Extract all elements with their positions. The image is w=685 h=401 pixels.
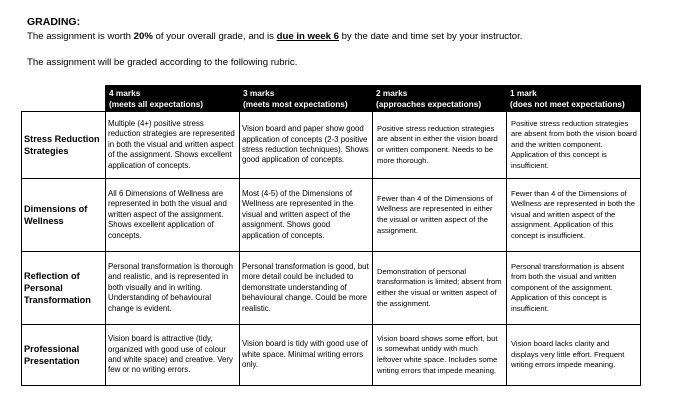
rubric-row-stress <box>22 112 641 179</box>
criterion-label: Dimensions of Wellness <box>22 179 106 252</box>
rubric-header-row <box>22 86 641 112</box>
rubric-cell: Vision board is tidy with good use of white space. Minimal writing errors only. <box>240 325 373 386</box>
rubric-header-1 <box>507 86 641 112</box>
rubric-header-4 <box>106 86 240 112</box>
intro-percent: 20% <box>133 31 153 42</box>
rubric-cell: Vision board lacks clarity and displays very little effort. Frequent writing errors impede meaning. <box>507 325 641 386</box>
rubric-cell: Personal transformation is thorough and realistic, and is represented in both visually and in writing. Understanding of behavioural change is evident. <box>106 252 240 325</box>
rubric-cell: Vision board is attractive (tidy, organized with good use of colour and white space) and creative. Very few or no writing errors. <box>106 325 240 386</box>
rubric-cell: Personal transformation is absent from both the visual and written component of the assignment. Application of this concept is insufficient. <box>507 252 641 325</box>
rubric-header-2 <box>373 86 507 112</box>
intro-due: due in week 6 <box>276 31 339 42</box>
intro-middle: of your overall grade, and is <box>152 31 277 42</box>
marks-label: 4 marks <box>109 88 141 98</box>
rubric-cell: Positive stress reduction strategies are absent in either the vision board or written component. Needs to be more thorough. <box>373 112 507 179</box>
intro-before: The assignment is worth <box>27 31 134 42</box>
rubric-cell: Positive stress reduction strategies are absent from both the vision board and the written component. Application of this concept is insufficient. <box>507 112 641 179</box>
rubric-header-3 <box>240 86 373 112</box>
rubric-cell: Demonstration of personal transformation is limited; absent from either the visual or written aspect of the assignment. <box>373 252 507 325</box>
rubric-cell: Multiple (4+) positive stress reduction strategies are represented in both the visual and written aspect of the assignment. Shows excellent application of concepts. <box>106 112 240 179</box>
grading-intro <box>27 31 522 42</box>
marks-desc: (meets all expectations) <box>109 98 204 109</box>
rubric-cell: Fewer than 4 of the Dimensions of Wellness are represented in either the visual or written aspect of the assignment. <box>373 179 507 252</box>
marks-desc: (meets most expectations) <box>243 98 348 109</box>
rubric-note: The assignment will be graded according to the following rubric. <box>27 57 298 68</box>
rubric-table <box>21 85 641 386</box>
rubric-header-corner <box>22 86 106 112</box>
rubric-cell: All 6 Dimensions of Wellness are represented in both the visual and written aspect of the assignment. Shows excellent application of concepts. <box>106 179 240 252</box>
rubric-cell: Most (4-5) of the Dimensions of Wellness are represented in the visual and written aspect of the assignment. Shows good application of concepts. <box>240 179 373 252</box>
marks-label: 1 mark <box>510 88 537 98</box>
criterion-label: Professional Presentation <box>22 325 106 386</box>
marks-label: 2 marks <box>376 88 408 98</box>
rubric-row-presentation <box>22 325 641 386</box>
marks-label: 3 marks <box>243 88 275 98</box>
marks-desc: (does not meet expectations) <box>510 98 625 109</box>
rubric-cell: Vision board and paper show good application of concepts (2-3 positive stress reduction techniques). Shows good application of concepts. <box>240 112 373 179</box>
rubric-row-wellness <box>22 179 641 252</box>
rubric-cell: Fewer than 4 of the Dimensions of Wellness are represented in both the visual and written aspect of the assignment. Application of this concept is insufficient. <box>507 179 641 252</box>
criterion-label: Stress Reduction Strategies <box>22 112 106 179</box>
rubric-cell: Vision board shows some effort, but is somewhat untidy with much leftover white space. Includes some writing errors that impede meaning. <box>373 325 507 386</box>
intro-after: by the date and time set by your instructor. <box>338 31 523 42</box>
rubric-row-reflection <box>22 252 641 325</box>
marks-desc: (approaches expectations) <box>376 98 482 109</box>
criterion-label: Reflection of Personal Transformation <box>22 252 106 325</box>
rubric-cell: Personal transformation is good, but more detail could be included to demonstrate understanding of behavioural change. Could be more realistic. <box>240 252 373 325</box>
grading-heading: GRADING: <box>27 16 81 28</box>
